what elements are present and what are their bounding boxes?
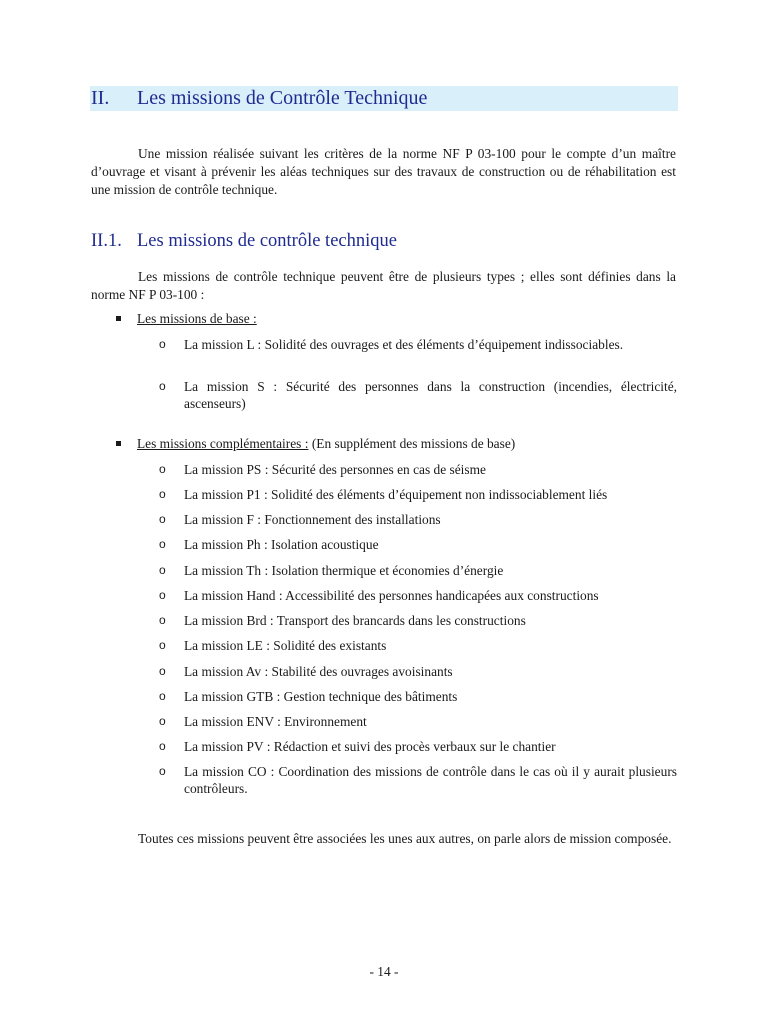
list-item xyxy=(159,688,677,705)
subsection-title: Les missions de contrôle technique xyxy=(137,231,397,251)
circle-bullet-icon: o xyxy=(159,337,166,351)
list-item-text: La mission L : Solidité des ouvrages et des éléments d’équipement indissociables. xyxy=(184,337,624,352)
list-item-text: La mission Av : Stabilité des ouvrages avoisinants xyxy=(184,664,453,679)
circle-bullet-icon: o xyxy=(159,613,166,627)
list-item xyxy=(159,486,677,503)
list-item-text: La mission Th : Isolation thermique et économies d’énergie xyxy=(184,563,504,578)
circle-bullet-icon: o xyxy=(159,714,166,728)
list-item xyxy=(159,663,677,680)
list-item xyxy=(159,587,677,604)
subsection-intro-paragraph: Les missions de contrôle technique peuvent être de plusieurs types ; elles sont définies dans la norme NF P 03-100 : xyxy=(91,269,676,302)
section-title: Les missions de Contrôle Technique xyxy=(137,87,428,109)
complementary-missions-label: Les missions complémentaires : xyxy=(137,436,309,451)
list-item xyxy=(159,562,677,579)
circle-bullet-icon: o xyxy=(159,764,166,778)
conclusion-paragraph: Toutes ces missions peuvent être associées les unes aux autres, on parle alors de mission composée. xyxy=(138,831,672,846)
subsection-heading xyxy=(91,229,397,253)
base-missions-bullet xyxy=(116,310,257,328)
list-item xyxy=(159,763,677,797)
list-item-text: La mission GTB : Gestion technique des bâtiments xyxy=(184,689,458,704)
circle-bullet-icon: o xyxy=(159,588,166,602)
list-item xyxy=(159,461,677,478)
list-item xyxy=(159,713,677,730)
list-item-text: La mission Ph : Isolation acoustique xyxy=(184,537,379,552)
list-item-text: La mission F : Fonctionnement des installations xyxy=(184,512,441,527)
complementary-missions-bullet xyxy=(116,435,515,453)
list-item xyxy=(159,637,677,654)
list-item xyxy=(159,378,677,412)
list-item xyxy=(159,536,677,553)
square-bullet-icon xyxy=(116,441,121,446)
list-item-text: La mission Hand : Accessibilité des personnes handicapées aux constructions xyxy=(184,588,599,603)
circle-bullet-icon: o xyxy=(159,638,166,652)
circle-bullet-icon: o xyxy=(159,462,166,476)
list-item-text: La mission P1 : Solidité des éléments d’équipement non indissociablement liés xyxy=(184,487,608,502)
circle-bullet-icon: o xyxy=(159,537,166,551)
list-item-text: La mission Brd : Transport des brancards dans les constructions xyxy=(184,613,526,628)
circle-bullet-icon: o xyxy=(159,563,166,577)
list-item xyxy=(159,612,677,629)
section-heading xyxy=(90,86,678,111)
list-item xyxy=(159,336,677,353)
list-item-text: La mission ENV : Environnement xyxy=(184,714,367,729)
list-item-text: La mission S : Sécurité des personnes dans la construction (incendies, électricité, ascenseurs) xyxy=(184,379,677,411)
list-item xyxy=(159,738,677,755)
circle-bullet-icon: o xyxy=(159,689,166,703)
section-intro-paragraph: Une mission réalisée suivant les critères de la norme NF P 03-100 pour le compte d’un maître d’ouvrage et visant à prévenir les aléas techniques sur des travaux de construction ou de réhabilitation est une mission de contrôle technique. xyxy=(91,146,676,197)
base-missions-label: Les missions de base : xyxy=(137,311,257,326)
list-item xyxy=(159,511,677,528)
list-item-text: La mission LE : Solidité des existants xyxy=(184,638,387,653)
list-item-text: La mission PS : Sécurité des personnes en cas de séisme xyxy=(184,462,486,477)
subsection-number: II.1. xyxy=(91,231,122,251)
section-number: II. xyxy=(91,87,110,109)
circle-bullet-icon: o xyxy=(159,664,166,678)
circle-bullet-icon: o xyxy=(159,512,166,526)
circle-bullet-icon: o xyxy=(159,379,166,393)
square-bullet-icon xyxy=(116,316,121,321)
list-item-text: La mission PV : Rédaction et suivi des procès verbaux sur le chantier xyxy=(184,739,556,754)
circle-bullet-icon: o xyxy=(159,739,166,753)
circle-bullet-icon: o xyxy=(159,487,166,501)
list-item-text: La mission CO : Coordination des missions de contrôle dans le cas où il y aurait plusieurs contrôleurs. xyxy=(184,764,677,796)
complementary-missions-note: (En supplément des missions de base) xyxy=(311,436,516,451)
page-number: - 14 - xyxy=(369,964,399,979)
